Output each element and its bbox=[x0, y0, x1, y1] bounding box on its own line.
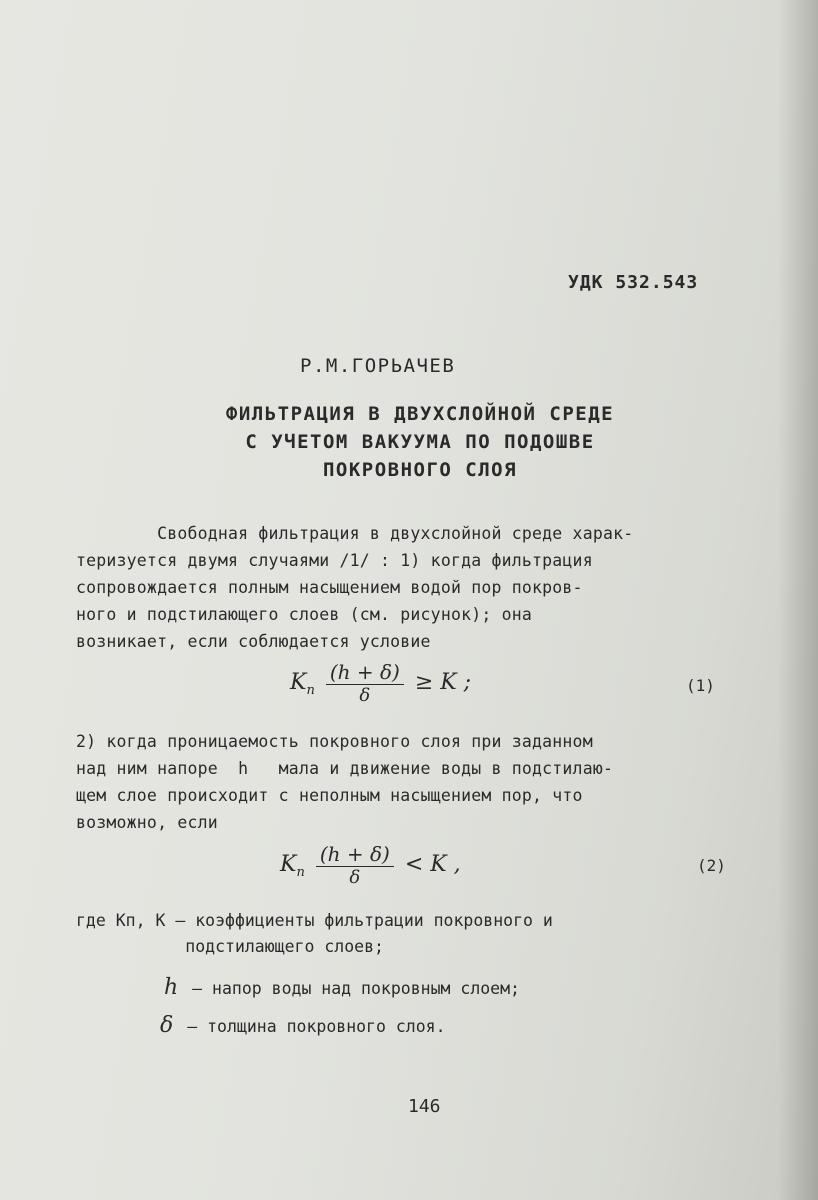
page-edge-shadow bbox=[778, 0, 818, 1200]
article-title bbox=[150, 400, 690, 484]
definition-text: – толщина покровного слоя. bbox=[187, 1017, 446, 1036]
text-line: сопровождается полным насыщением водой пор покров- bbox=[76, 578, 583, 597]
text-line: ного и подстилающего слоев (см. рисунок); она bbox=[76, 605, 533, 624]
equation-number-1: (1) bbox=[686, 676, 715, 695]
definition-line: где Kп, K – коэффициенты фильтрации покровного и bbox=[76, 911, 553, 930]
formula-k: K bbox=[280, 852, 297, 877]
formula-relation: ≥ K ; bbox=[414, 670, 472, 695]
text-line: возникает, если соблюдается условие bbox=[76, 632, 431, 651]
formula-k: K bbox=[290, 670, 307, 695]
formula-fraction bbox=[326, 660, 404, 706]
title-line: ПОКРОВНОГО СЛОЯ bbox=[322, 459, 518, 481]
fraction-numerator: (h + δ) bbox=[316, 842, 394, 867]
fraction-numerator: (h + δ) bbox=[326, 660, 404, 685]
formula-1 bbox=[290, 660, 471, 706]
definitions-block bbox=[76, 908, 553, 960]
text-line: Свободная фильтрация в двухслойной среде харак- bbox=[76, 524, 634, 543]
page-number: 146 bbox=[408, 1096, 441, 1117]
symbol-delta: δ bbox=[160, 1013, 174, 1038]
definition-line: подстилающего слоев; bbox=[76, 937, 384, 956]
text-line: возможно, если bbox=[76, 813, 218, 832]
definition-text: – напор воды над покровным слоем; bbox=[192, 979, 520, 998]
formula-relation: < K , bbox=[404, 852, 461, 877]
fraction-denominator: δ bbox=[349, 867, 361, 888]
paragraph-intro bbox=[76, 520, 766, 655]
udk-code: УДК 532.543 bbox=[568, 272, 699, 293]
formula-subscript: п bbox=[306, 683, 315, 698]
formula-subscript: п bbox=[296, 865, 305, 880]
title-line: С УЧЕТОМ ВАКУУМА ПО ПОДОШВЕ bbox=[245, 431, 595, 453]
text-line: над ним напоре h мала и движение воды в подстилаю- bbox=[76, 759, 614, 778]
definition-delta bbox=[160, 1013, 446, 1038]
equation-number-2: (2) bbox=[697, 856, 726, 875]
fraction-denominator: δ bbox=[359, 685, 371, 706]
paragraph-case-2 bbox=[76, 728, 766, 836]
text-line: 2) когда проницаемость покровного слоя при заданном bbox=[76, 732, 593, 751]
text-line: щем слое происходит с неполным насыщением пор, что bbox=[76, 786, 583, 805]
formula-2 bbox=[280, 842, 461, 888]
author-name: Р.М.ГОРЬАЧЕВ bbox=[300, 355, 456, 377]
symbol-h: h bbox=[164, 975, 179, 1000]
definition-h bbox=[164, 975, 520, 1000]
text-line: теризуется двумя случаями /1/ : 1) когда фильтрация bbox=[76, 551, 593, 570]
title-line: ФИЛЬТРАЦИЯ В ДВУХСЛОЙНОЙ СРЕДЕ bbox=[225, 403, 615, 425]
formula-fraction bbox=[316, 842, 394, 888]
